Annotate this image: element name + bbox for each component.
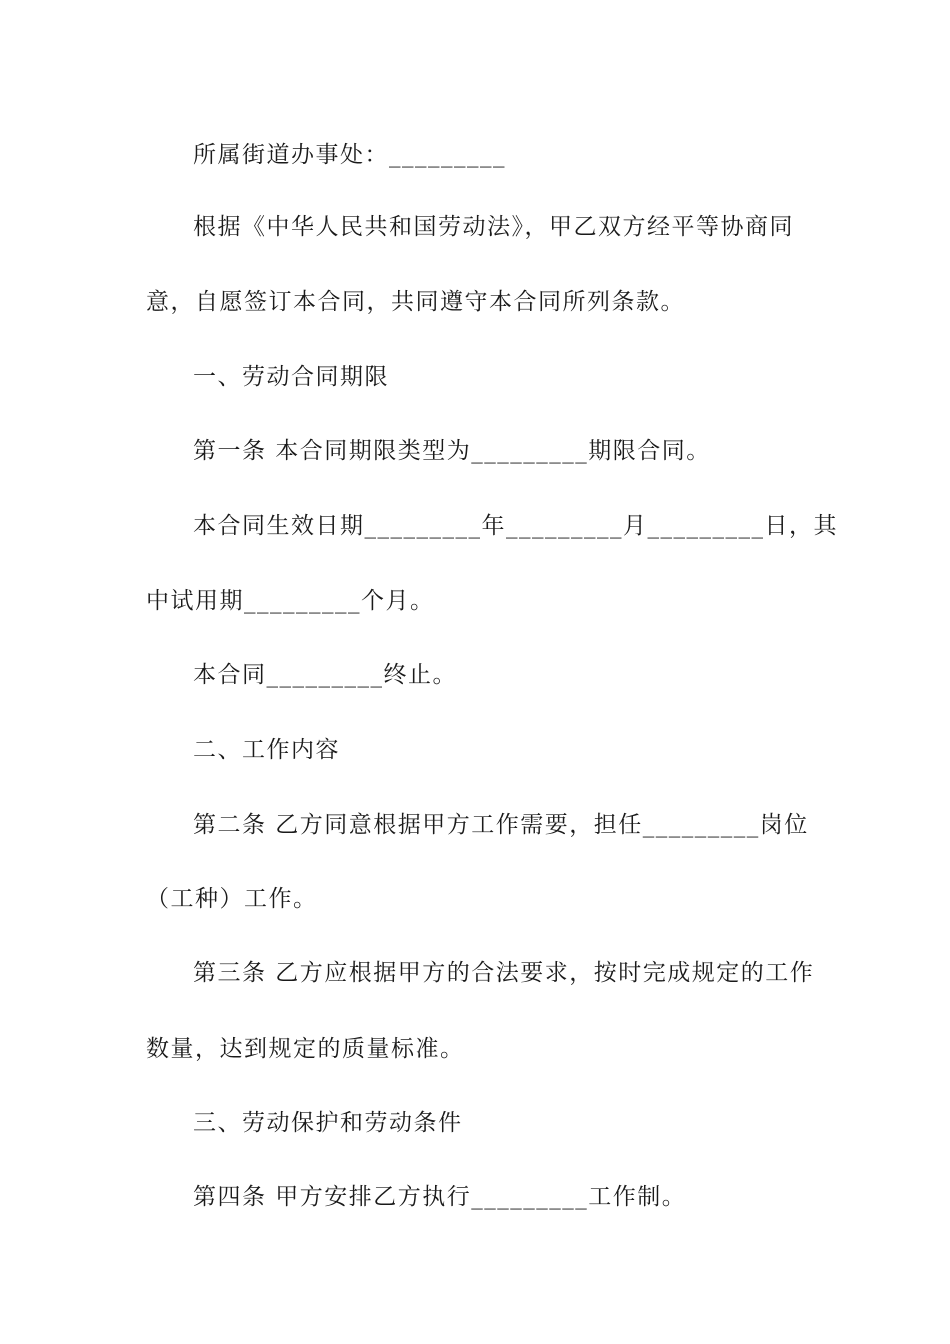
- section-heading-contract-term: 一、劳动合同期限: [193, 364, 389, 390]
- article-3-line-2: 数量，达到规定的质量标准。: [146, 1036, 465, 1062]
- section-heading-labor-protection: 三、劳动保护和劳动条件: [193, 1110, 463, 1136]
- article-3-line-1: 第三条 乙方应根据甲方的合法要求，按时完成规定的工作: [193, 960, 815, 986]
- preamble-line-2: 意，自愿签订本合同，共同遵守本合同所列条款。: [146, 289, 685, 315]
- effective-date-line-2: 中试用期_________个月。: [146, 588, 435, 614]
- effective-date-line-1: 本合同生效日期_________年_________月_________日，其: [193, 513, 838, 539]
- article-2-line-1: 第二条 乙方同意根据甲方工作需要，担任_________岗位: [193, 812, 809, 838]
- termination-line: 本合同_________终止。: [193, 662, 457, 688]
- article-4-line: 第四条 甲方安排乙方执行_________工作制。: [193, 1184, 687, 1210]
- street-office-line: 所属街道办事处：_________: [193, 142, 506, 168]
- preamble-line-1: 根据《中华人民共和国劳动法》，甲乙双方经平等协商同: [193, 214, 794, 240]
- article-2-line-2: （工种）工作。: [146, 886, 318, 912]
- article-1-line: 第一条 本合同期限类型为_________期限合同。: [193, 438, 711, 464]
- section-heading-work-content: 二、工作内容: [193, 737, 340, 763]
